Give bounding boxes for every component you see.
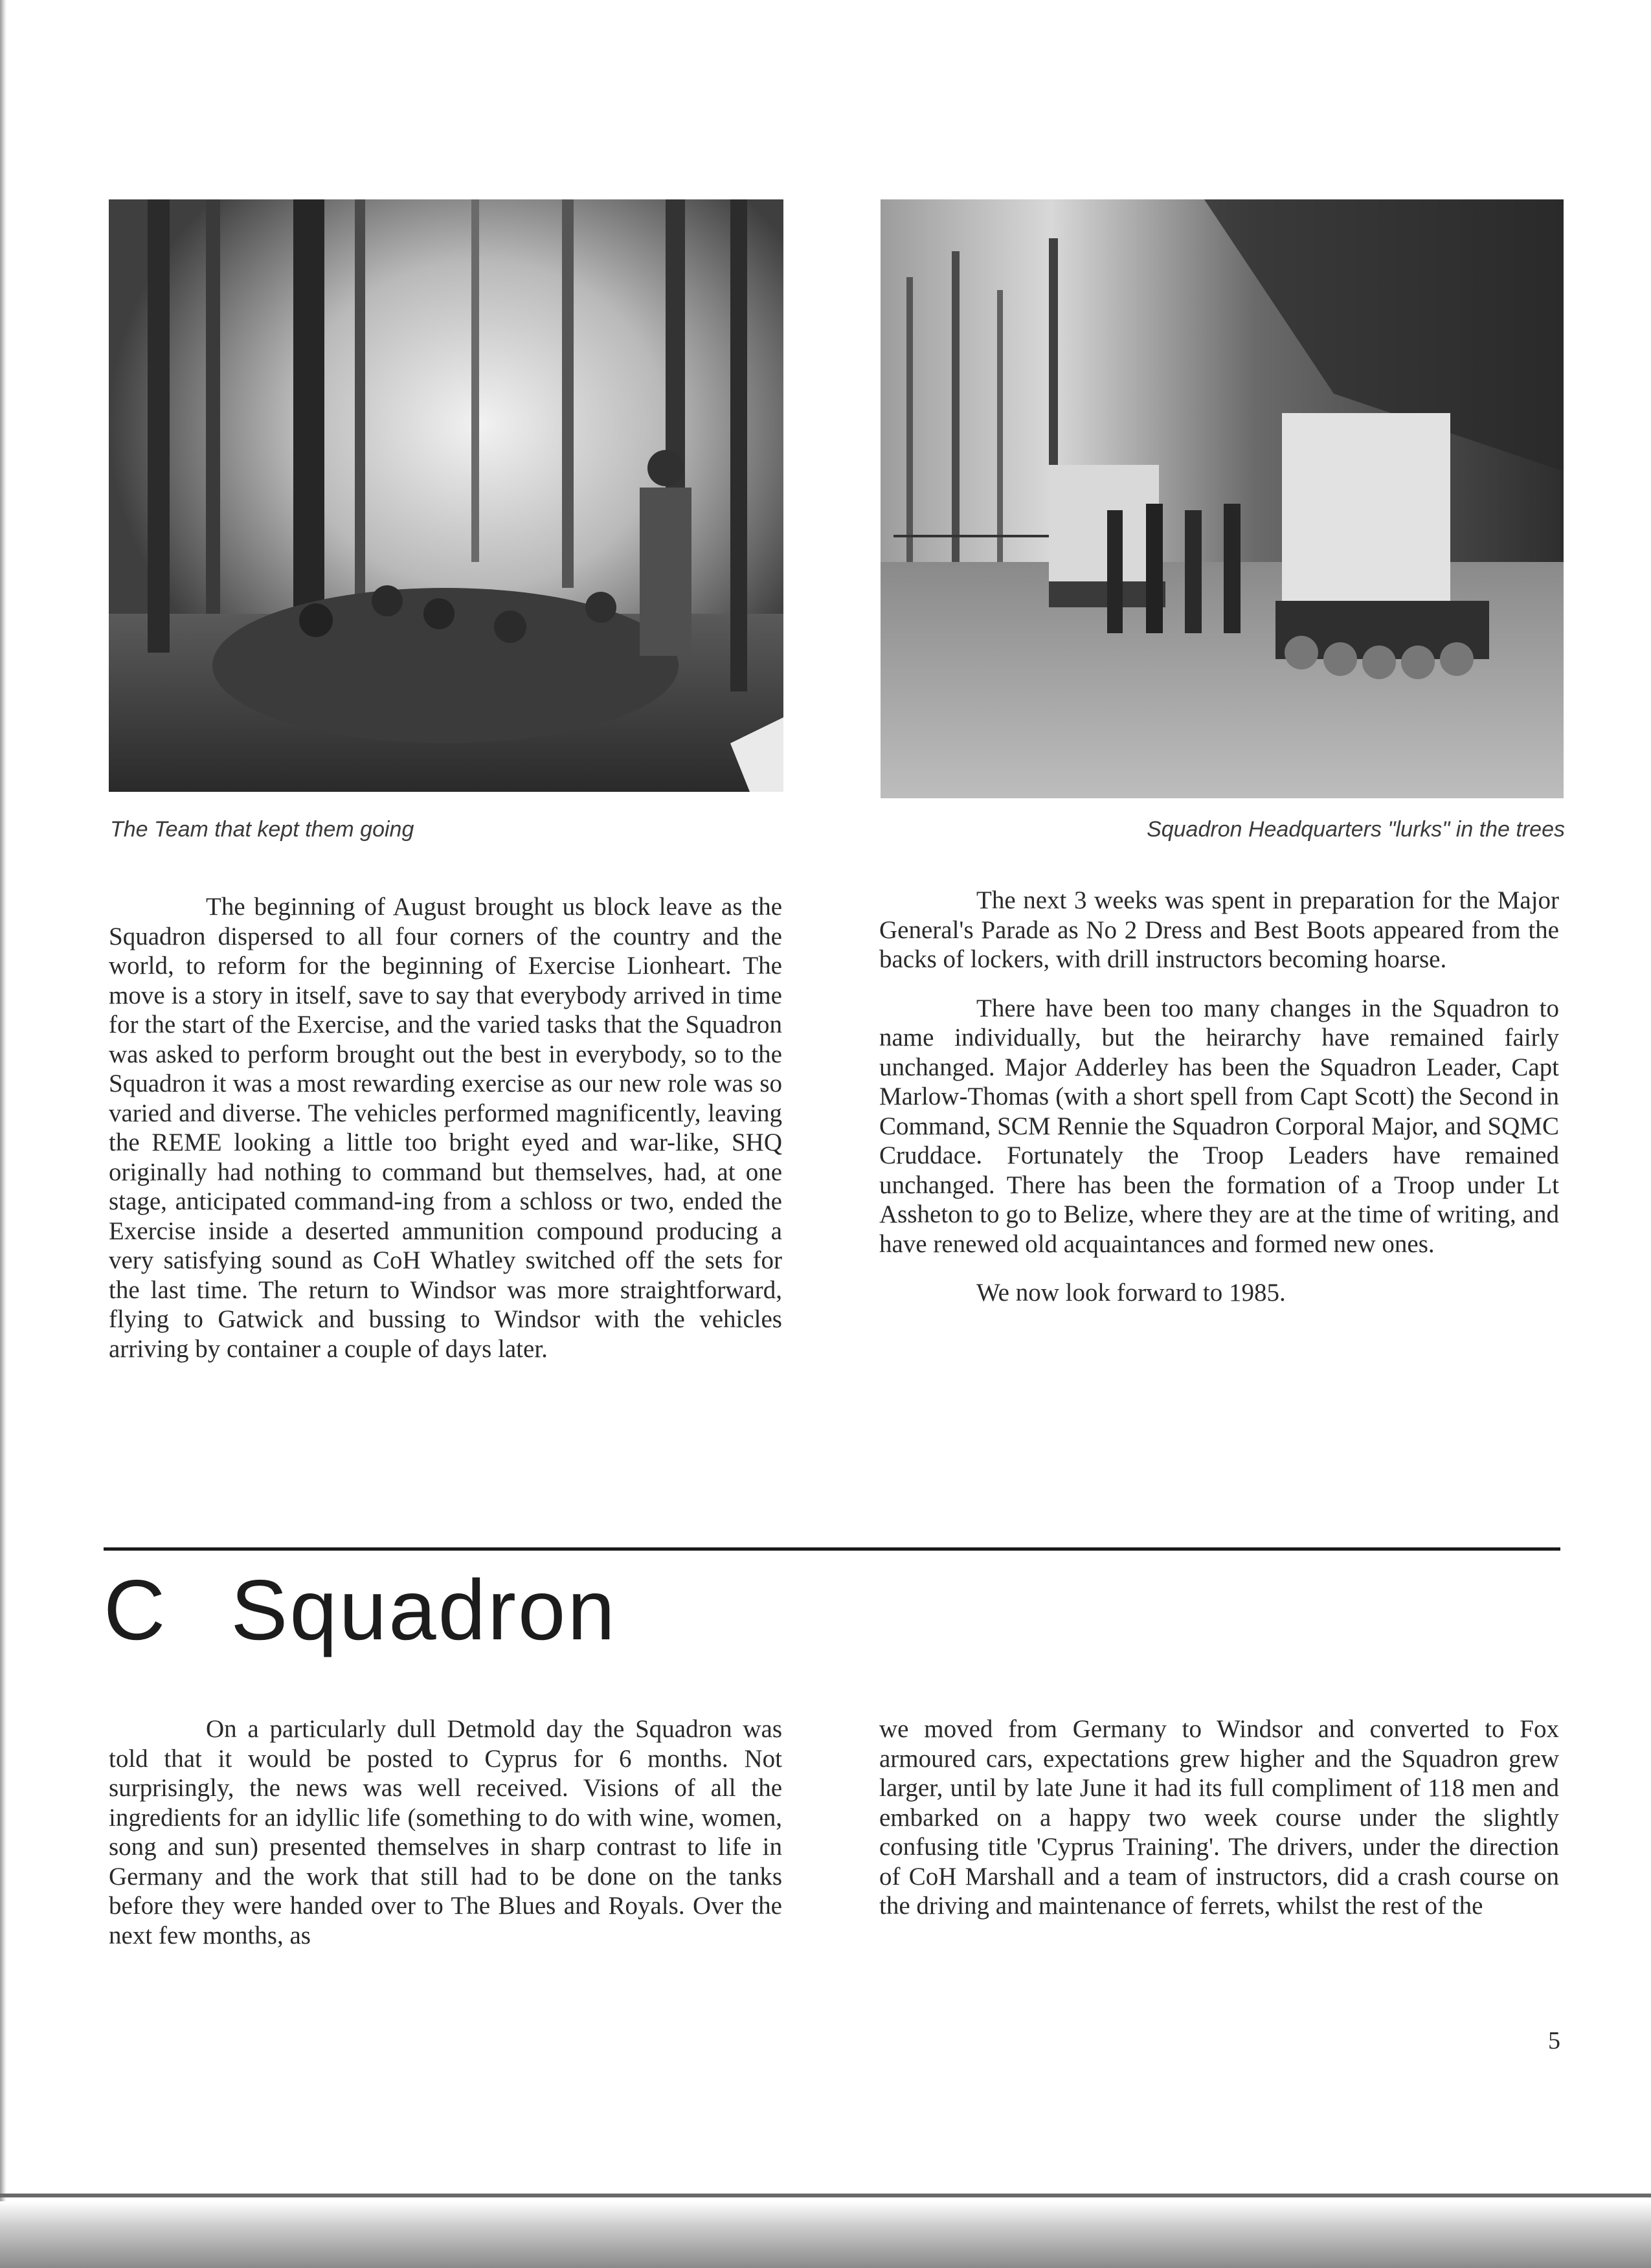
page-edge-shadow [0,2201,1651,2268]
binding-shadow [0,0,6,2268]
paragraph: The beginning of August brought us block leave as the Squadron dispersed to all four corners of the country and the world, to reform for the beginning of Exercise Lionheart. The move is a story in itself, save to say that everybody arrived in time for the start of the Exercise, and the varied tasks that the Squadron was asked to perform brought out the best in everybody, so to the Squadron it was a most rewarding exercise as our new role was so varied and diverse. The vehicles performed magnificently, leaving the REME looking a little too bright eyed and war-like, SHQ originally had nothing to command but themselves, had, at one stage, anticipated command-ing from a schloss or two, ended the Exercise inside a deserted ammunition compound producing a very satisfying sound as CoH Whatley switched off the sets for the last time. The return to Windsor was more straightforward, flying to Gatwick and bussing to Windsor with the vehicles arriving by container a couple of days later. [109,893,782,1363]
photo-caption-left: The Team that kept them going [110,817,414,842]
article-column-3 [109,1714,782,1970]
page-edge-rule [0,2194,1651,2197]
section-heading-word: Squadron [230,1562,617,1657]
section-divider [104,1547,1560,1551]
section-heading-letter: C [104,1562,168,1657]
paragraph: On a particularly dull Detmold day the Squadron was told that it would be posted to Cyprus for 6 months. Not surprisingly, the news was well received. Visions of all the ingredients for an idyllic life (something to do with wine, women, song and sun) presented themselves in sharp contrast to life in Germany and the work that still had to be done on the tanks before they were handed over to The Blues and Royals. Over the next few months, as [109,1715,782,1949]
paragraph: We now look forward to 1985. [976,1279,1286,1307]
paragraph: The next 3 weeks was spent in preparation for the Major General's Parade as No 2 Dress and Best Boots appeared from the backs of lockers, with drill instructors becoming hoarse. [879,886,1559,973]
photo-team-in-forest [109,199,783,792]
article-column-4 [879,1714,1559,1940]
section-heading [104,1562,617,1659]
photo-caption-right: Squadron Headquarters "lurks" in the trees [1147,817,1565,842]
article-column-1 [109,892,782,1383]
page-number: 5 [1548,2027,1560,2054]
article-column-2 [879,886,1559,1327]
photo-squadron-hq-vehicles [881,199,1564,798]
paragraph: we moved from Germany to Windsor and converted to Fox armoured cars, expectations grew higher and the Squadron grew larger, until by late June it had its full compliment of 118 men and embarked on a happy two week course under the slightly confusing title 'Cyprus Training'. The drivers, under the direction of CoH Marshall and a team of instructors, did a crash course on the driving and maintenance of ferrets, whilst the rest of the [879,1715,1559,1920]
paragraph: There have been too many changes in the Squadron to name individually, but the heirarchy have remained fairly unchanged. Major Adderley has been the Squadron Leader, Capt Marlow-Thomas (with a short spell from Capt Scott) the Second in Command, SCM Rennie the Squadron Corporal Major, and SQMC Cruddace. Fortunately the Troop Leaders have remained unchanged. There has been the formation of a Troop under Lt Assheton to go to Belize, where they are at the time of writing, and have renewed old acquaintances and formed new ones. [879,994,1559,1258]
